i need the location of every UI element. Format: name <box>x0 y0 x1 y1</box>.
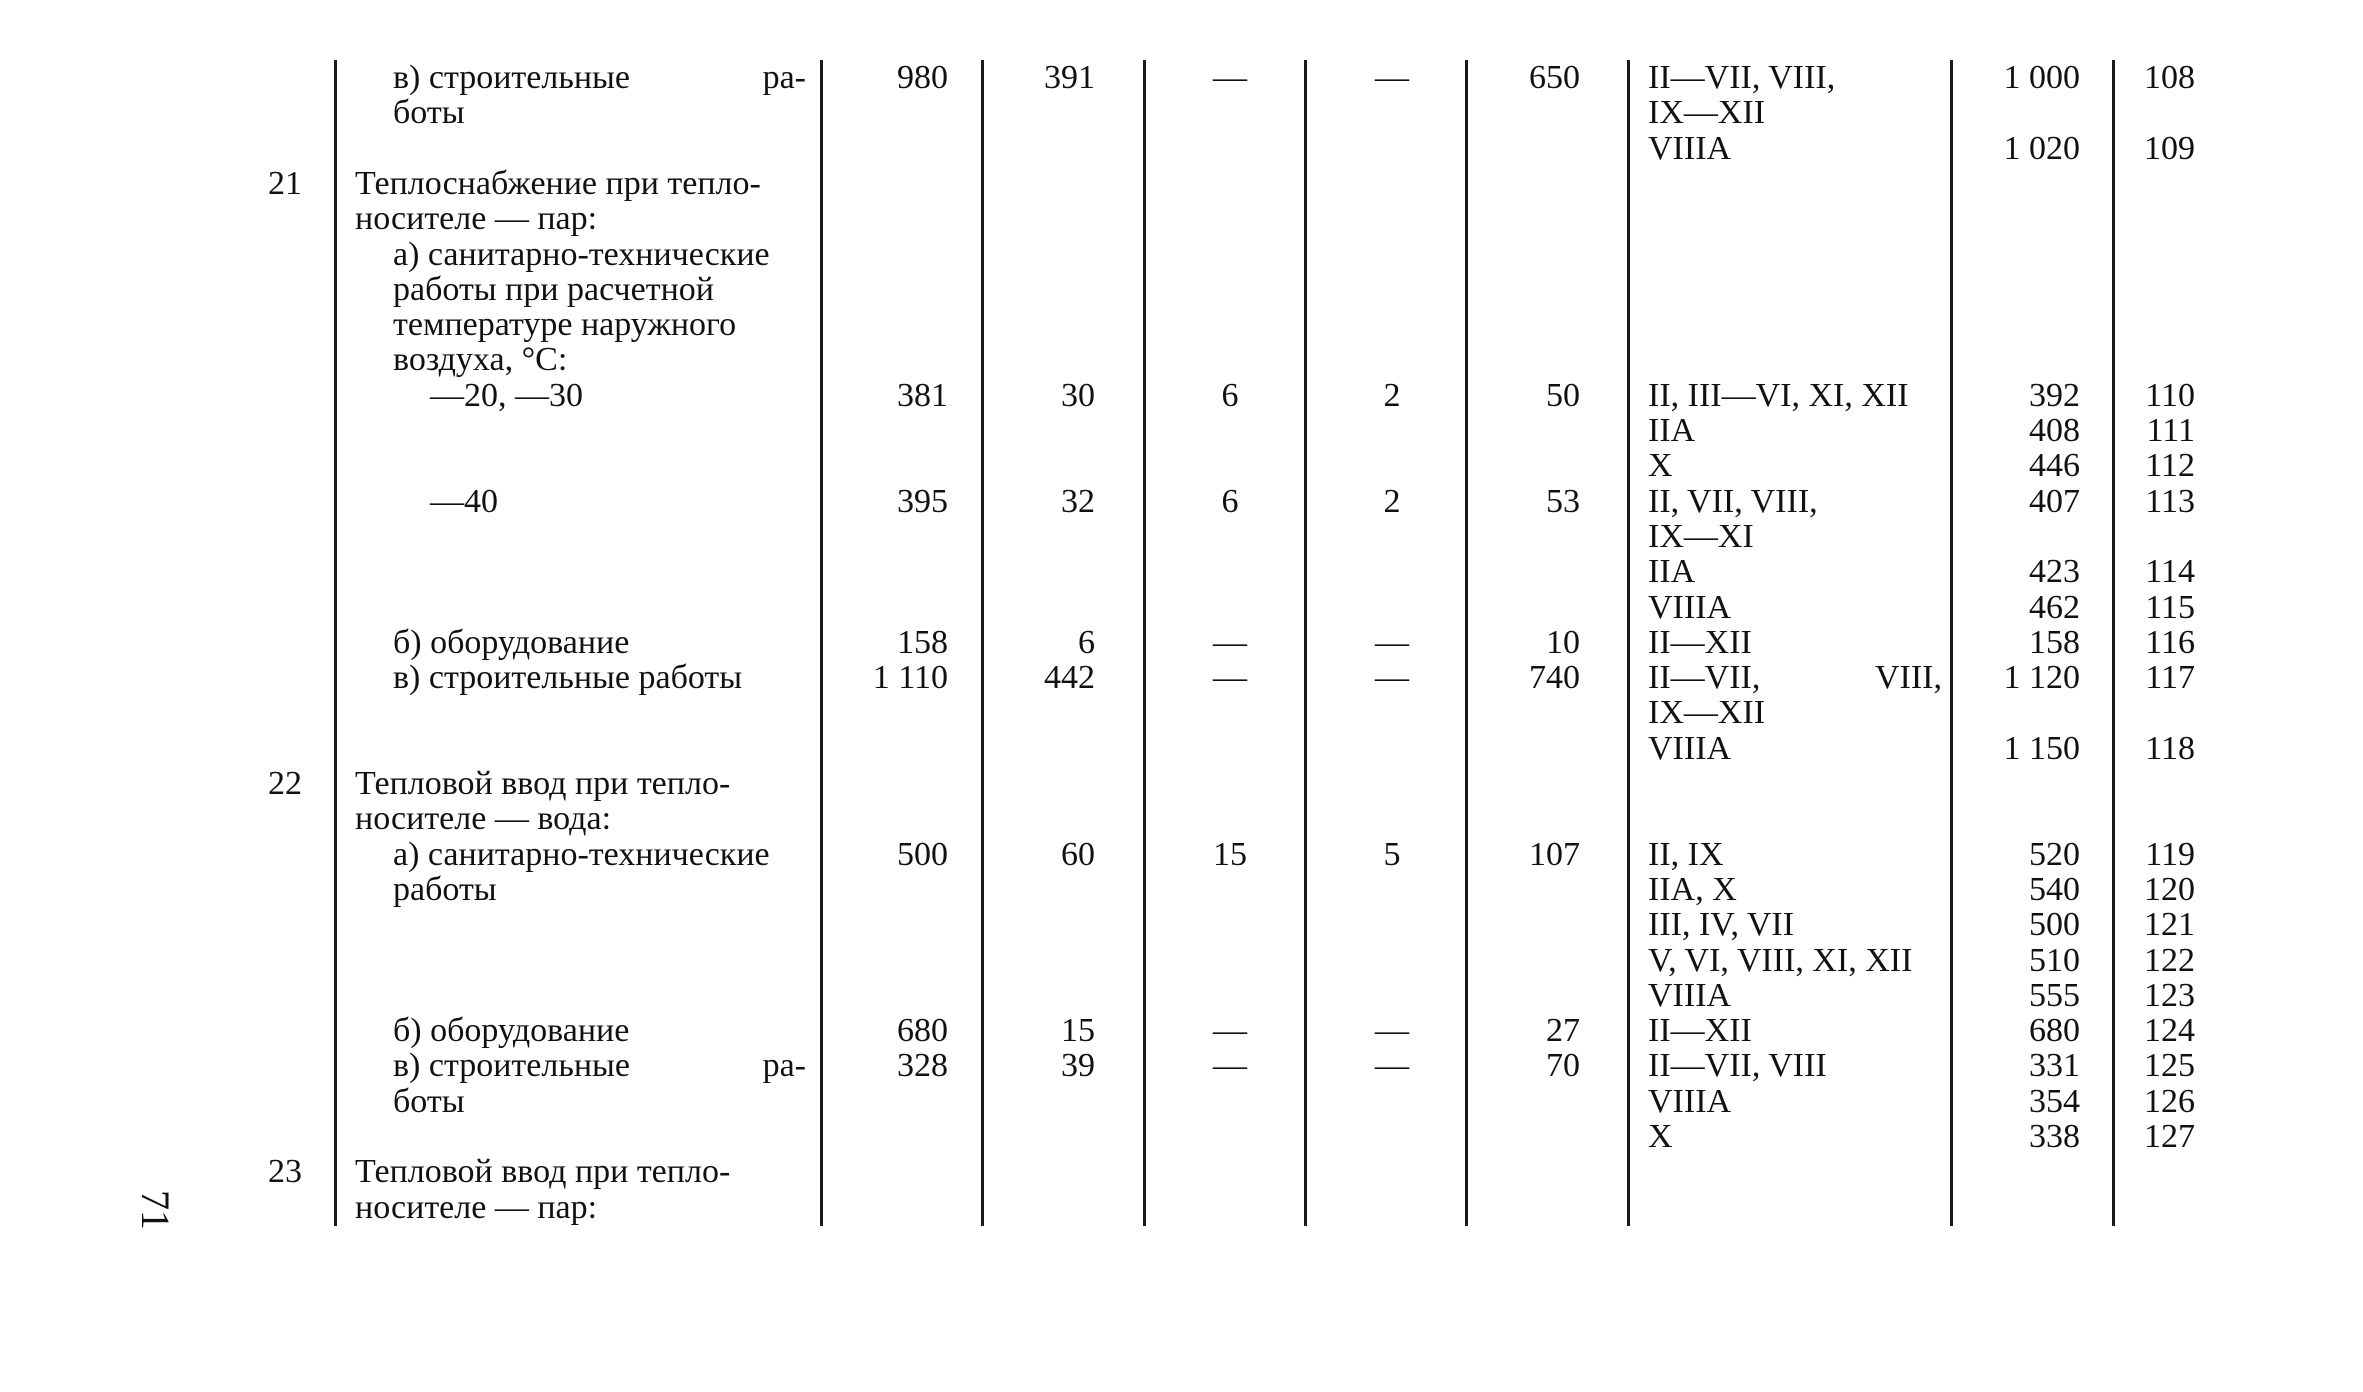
cost-wages: 391 <box>1044 59 1095 96</box>
cost-machines: — <box>1213 659 1247 697</box>
cost-wages: 32 <box>1061 482 1095 520</box>
description: Теплоснабжение при тепло- <box>355 164 761 202</box>
unit-price: 680 <box>2029 1012 2080 1050</box>
position-number: 114 <box>2145 553 2195 591</box>
position-number: 113 <box>2145 482 2195 520</box>
table-row <box>0 731 2363 766</box>
region-zones: IX—XII <box>1648 94 1766 132</box>
unit-price: 158 <box>2029 623 2080 661</box>
description: носителе — вода: <box>355 800 612 838</box>
cost-materials: 10 <box>1546 623 1580 661</box>
region-zones: IIA, X <box>1648 870 1737 908</box>
cost-wages-machinists: — <box>1375 59 1409 96</box>
region-zones: II—VII, VIII, <box>1648 59 1836 96</box>
position-number: 108 <box>2144 59 2195 96</box>
cost-total: 980 <box>897 59 948 96</box>
cost-wages-machinists: — <box>1375 1047 1409 1085</box>
table-row <box>0 590 2363 625</box>
cost-machines: — <box>1213 1047 1247 1085</box>
unit-price: 555 <box>2029 976 2080 1014</box>
position-number: 125 <box>2144 1047 2195 1085</box>
position-number: 122 <box>2144 941 2195 979</box>
description: носителе — пар: <box>355 200 598 238</box>
unit-price: 338 <box>2029 1118 2080 1155</box>
table-row <box>0 978 2363 1013</box>
position-number: 118 <box>2145 729 2195 767</box>
region-zones-tail: VIII, <box>1874 659 1942 697</box>
position-number: 112 <box>2145 447 2195 485</box>
position-number: 126 <box>2144 1082 2195 1120</box>
table-row <box>0 131 2363 166</box>
description: б) оборудование <box>393 623 630 661</box>
region-zones: II—XII <box>1648 1012 1752 1050</box>
cost-wages: 6 <box>1078 623 1095 661</box>
region-zones: II, III—VI, XI, XII <box>1648 376 1909 414</box>
region-zones: IX—XII <box>1648 694 1766 732</box>
table-row <box>0 766 2363 801</box>
position-number: 117 <box>2145 659 2195 697</box>
table-row <box>0 1084 2363 1119</box>
description: в) строительные <box>393 1047 630 1085</box>
description: боты <box>393 1082 465 1120</box>
table-row <box>0 1048 2363 1083</box>
description: в) строительные работы <box>393 659 743 697</box>
cost-wages-machinists: 2 <box>1383 482 1401 520</box>
position-number: 119 <box>2145 835 2195 873</box>
table-row <box>0 272 2363 307</box>
table-row <box>0 307 2363 342</box>
table-row <box>0 695 2363 730</box>
description: Тепловой ввод при тепло- <box>355 765 731 802</box>
position-number: 116 <box>2145 623 2195 661</box>
region-zones: IX—XI <box>1648 517 1754 555</box>
region-zones: II, IX <box>1648 835 1724 873</box>
cost-wages: 30 <box>1061 376 1095 414</box>
description: носителе — пар: <box>355 1188 598 1226</box>
region-zones: II—VII, <box>1648 659 1761 697</box>
cost-machines: — <box>1213 623 1247 661</box>
unit-price: 407 <box>2029 482 2080 520</box>
region-zones: V, VI, VIII, XI, XII <box>1648 941 1913 979</box>
cost-total: 328 <box>897 1047 948 1085</box>
table-row <box>0 519 2363 554</box>
region-zones: VIIIA <box>1648 1082 1732 1120</box>
unit-price: 462 <box>2029 588 2080 626</box>
cost-total: 680 <box>897 1012 948 1050</box>
region-zones: IIA <box>1648 412 1696 449</box>
table-row <box>0 378 2363 413</box>
description: работы при расчетной <box>393 270 714 308</box>
region-zones: X <box>1648 447 1673 485</box>
unit-price: 423 <box>2029 553 2080 591</box>
cost-wages-machinists: — <box>1375 1012 1409 1050</box>
cost-total: 500 <box>897 835 948 873</box>
cost-machines: — <box>1213 1012 1247 1050</box>
unit-price: 1 000 <box>2003 59 2080 96</box>
table-row <box>0 342 2363 377</box>
description: —40 <box>430 482 498 520</box>
cost-wages-machinists: 2 <box>1383 376 1401 414</box>
table-row <box>0 943 2363 978</box>
description: а) санитарно-технические <box>393 835 770 873</box>
table-row <box>0 484 2363 519</box>
table-row <box>0 448 2363 483</box>
region-zones: IIA <box>1648 553 1696 591</box>
page-number: 71 <box>133 1190 178 1230</box>
position-number: 121 <box>2144 906 2195 944</box>
cost-wages: 39 <box>1061 1047 1095 1085</box>
description: боты <box>393 94 465 132</box>
cost-machines: 6 <box>1221 482 1239 520</box>
table-row <box>0 801 2363 836</box>
table-row <box>0 660 2363 695</box>
description: б) оборудование <box>393 1012 630 1050</box>
region-zones: III, IV, VII <box>1648 906 1795 944</box>
unit-price: 510 <box>2029 941 2080 979</box>
table-row <box>0 1119 2363 1154</box>
region-zones: II, VII, VIII, <box>1648 482 1818 520</box>
region-zones: X <box>1648 1118 1673 1155</box>
unit-price: 1 020 <box>2003 129 2080 167</box>
unit-price: 1 120 <box>2003 659 2080 697</box>
description: работы <box>393 870 497 908</box>
item-number: 23 <box>268 1153 302 1191</box>
cost-wages-machinists: — <box>1375 623 1409 661</box>
cost-machines: 6 <box>1221 376 1239 414</box>
table-row <box>0 907 2363 942</box>
cost-materials: 53 <box>1546 482 1580 520</box>
table-row <box>0 95 2363 130</box>
cost-materials: 70 <box>1546 1047 1580 1085</box>
unit-price: 331 <box>2029 1047 2080 1085</box>
region-zones: VIIIA <box>1648 588 1732 626</box>
table-row <box>0 237 2363 272</box>
description: —20, —30 <box>430 376 583 414</box>
cost-total: 395 <box>897 482 948 520</box>
cost-materials: 107 <box>1529 835 1580 873</box>
table-row <box>0 625 2363 660</box>
table-row <box>0 1013 2363 1048</box>
unit-price: 354 <box>2029 1082 2080 1120</box>
item-number: 21 <box>268 164 302 202</box>
description: температуре наружного <box>393 306 737 344</box>
cost-machines: 15 <box>1213 835 1247 873</box>
description: воздуха, °С: <box>393 341 568 379</box>
table-row <box>0 201 2363 236</box>
description: в) строительные <box>393 59 630 96</box>
region-zones: VIIIA <box>1648 729 1732 767</box>
unit-price: 446 <box>2029 447 2080 485</box>
position-number: 124 <box>2144 1012 2195 1050</box>
region-zones: VIIIA <box>1648 129 1732 167</box>
cost-wages-machinists: — <box>1375 659 1409 697</box>
position-number: 115 <box>2145 588 2195 626</box>
table-row <box>0 872 2363 907</box>
unit-price: 392 <box>2029 376 2080 414</box>
cost-wages: 15 <box>1061 1012 1095 1050</box>
table-row <box>0 413 2363 448</box>
position-number: 109 <box>2144 129 2195 167</box>
cost-total: 158 <box>897 623 948 661</box>
item-number: 22 <box>268 765 302 802</box>
cost-materials: 740 <box>1529 659 1580 697</box>
description-hyphen: ра- <box>762 1047 806 1085</box>
description: а) санитарно-технические <box>393 235 770 273</box>
table-row <box>0 1190 2363 1225</box>
table-row <box>0 837 2363 872</box>
position-number: 120 <box>2144 870 2195 908</box>
position-number: 110 <box>2145 376 2195 414</box>
cost-total: 1 110 <box>872 659 948 697</box>
table-row <box>0 554 2363 589</box>
position-number: 127 <box>2144 1118 2195 1155</box>
region-zones: VIIIA <box>1648 976 1732 1014</box>
region-zones: II—XII <box>1648 623 1752 661</box>
region-zones: II—VII, VIII <box>1648 1047 1827 1085</box>
cost-wages: 60 <box>1061 835 1095 873</box>
unit-price: 520 <box>2029 835 2080 873</box>
unit-price: 1 150 <box>2003 729 2080 767</box>
position-number: 111 <box>2146 412 2195 449</box>
position-number: 123 <box>2144 976 2195 1014</box>
unit-price: 408 <box>2029 412 2080 449</box>
cost-machines: — <box>1213 59 1247 96</box>
cost-materials: 27 <box>1546 1012 1580 1050</box>
cost-materials: 50 <box>1546 376 1580 414</box>
table-row <box>0 1154 2363 1189</box>
unit-price: 540 <box>2029 870 2080 908</box>
table-row <box>0 60 2363 95</box>
table-row <box>0 166 2363 201</box>
cost-wages-machinists: 5 <box>1383 835 1401 873</box>
cost-materials: 650 <box>1529 59 1580 96</box>
cost-total: 381 <box>897 376 948 414</box>
unit-price: 500 <box>2029 906 2080 944</box>
cost-wages: 442 <box>1044 659 1095 697</box>
description: Тепловой ввод при тепло- <box>355 1153 731 1191</box>
description-hyphen: ра- <box>762 59 806 96</box>
